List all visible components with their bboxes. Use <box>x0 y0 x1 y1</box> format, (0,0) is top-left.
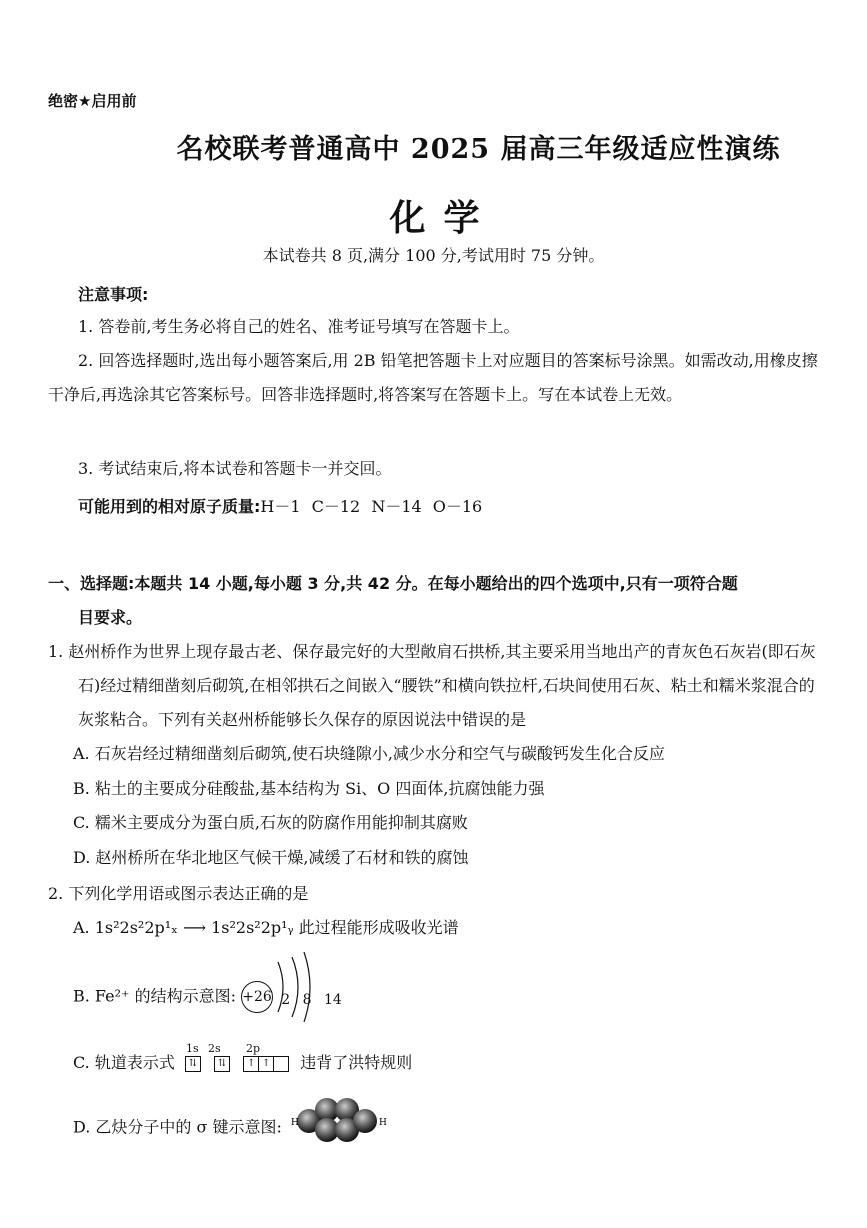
q2-a-arrow: ⟶ <box>183 918 206 937</box>
confidential-mark: 绝密★启用前 <box>48 92 137 110</box>
section-1-heading <box>48 567 819 635</box>
q1-option-d: D. 赵州桥所在华北地区气候干燥,减缓了石材和铁的腐蚀 <box>73 848 469 867</box>
orbital-label-2s: 2s <box>207 1042 221 1055</box>
shell-3-count: 14 <box>324 991 342 1008</box>
nucleus-circle: +26 <box>241 981 273 1013</box>
q2-option-a <box>73 911 827 945</box>
q2-a-prefix: A. <box>73 918 90 937</box>
orbital-box-1s: ⇅ <box>185 1056 201 1072</box>
section-1-line-1: 一、选择题:本题共 14 小题,每小题 3 分,共 42 分。在每小题给出的四个选项中,只有一项符合题 <box>48 574 738 593</box>
note-3: 3. 考试结束后,将本试卷和答题卡一并交回。 <box>78 459 392 478</box>
q2-option-b <box>73 972 827 1022</box>
h-atom-right: H <box>379 1118 387 1128</box>
shell-1-count: 2 <box>281 991 291 1008</box>
q2-d-prefix: D. 乙炔分子中的 σ 键示意图: <box>73 1117 282 1137</box>
exam-title: 名校联考普通高中 2025 届高三年级适应性演练 <box>176 134 781 165</box>
q1-option-a: A. 石灰岩经过精细凿刻后砌筑,使石块缝隙小,减少水分和空气与碳酸钙发生化合反应 <box>73 744 665 763</box>
orbital-box-2p-2: ↑ <box>258 1056 274 1072</box>
orbital-diagram <box>185 1042 289 1080</box>
notes-heading: 注意事项: <box>78 285 149 304</box>
q2-c-prefix: C. 轨道表示式 <box>73 1053 175 1072</box>
q1-option-c: C. 糯米主要成分为蛋白质,石灰的防腐作用能抑制其腐败 <box>73 813 468 832</box>
exam-info: 本试卷共 8 页,满分 100 分,考试用时 75 分钟。 <box>262 246 605 265</box>
question-1-stem <box>48 635 819 737</box>
orbital-label-1s: 1s <box>185 1042 199 1055</box>
orbital-box-2p-1: ↑ <box>243 1056 259 1072</box>
subject-title: 化学 <box>389 197 498 239</box>
q2-c-text: 违背了洪特规则 <box>300 1053 413 1072</box>
orbital-label-2p: 2p <box>245 1042 260 1055</box>
section-1-line-2: 目要求。 <box>78 608 143 627</box>
q2-a-text: 此过程能形成吸收光谱 <box>298 918 459 937</box>
q1-option-b: B. 粘土的主要成分硅酸盐,基本结构为 Si、O 四面体,抗腐蚀能力强 <box>73 779 545 798</box>
sigma-bond-diagram <box>287 1096 387 1146</box>
atomic-mass-values: H－1 C－12 N－14 O－16 <box>260 497 483 516</box>
h-atom-left: H <box>291 1118 299 1128</box>
q2-a-config-right: 1s²2s²2p¹ᵧ <box>211 918 294 937</box>
electron-shell-arcs <box>274 952 314 1022</box>
orbital-box-2p-3 <box>273 1056 289 1072</box>
shell-2-count: 8 <box>302 991 312 1008</box>
q2-a-config-left: 1s²2s²2p¹ₓ <box>94 918 178 937</box>
question-2-stem: 2. 下列化学用语或图示表达正确的是 <box>48 884 309 903</box>
note-1: 1. 答卷前,考生务必将自己的姓名、准考证号填写在答题卡上。 <box>78 317 520 336</box>
orbital-box-2s: ⇅ <box>214 1056 230 1072</box>
atomic-mass-label: 可能用到的相对原子质量: <box>78 497 261 516</box>
note-2: 2. 回答选择题时,选出每小题答案后,用 2B 铅笔把答题卡上对应题目的答案标号涂黑。如需改动,用橡皮擦干净后,再选涂其它答案标号。回答非选择题时,将答案写在答题卡上。写在本试卷上无效。 <box>48 351 818 404</box>
atomic-mass-line <box>78 494 482 517</box>
q2-option-c <box>73 1042 827 1080</box>
question-1-text: 1. 赵州桥作为世界上现存最古老、保存最完好的大型敞肩石拱桥,其主要采用当地出产的青灰色石灰岩(即石灰石)经过精细凿刻后砌筑,在相邻拱石之间嵌入“腰铁”和横向铁拉杆,石块间使用石灰、粘土和糯米浆混合的灰浆粘合。下列有关赵州桥能够长久保存的原因说法中错误的是 <box>48 642 816 729</box>
q2-option-d <box>73 1110 827 1146</box>
q2-b-prefix: B. Fe²⁺ 的结构示意图: <box>73 986 236 1006</box>
